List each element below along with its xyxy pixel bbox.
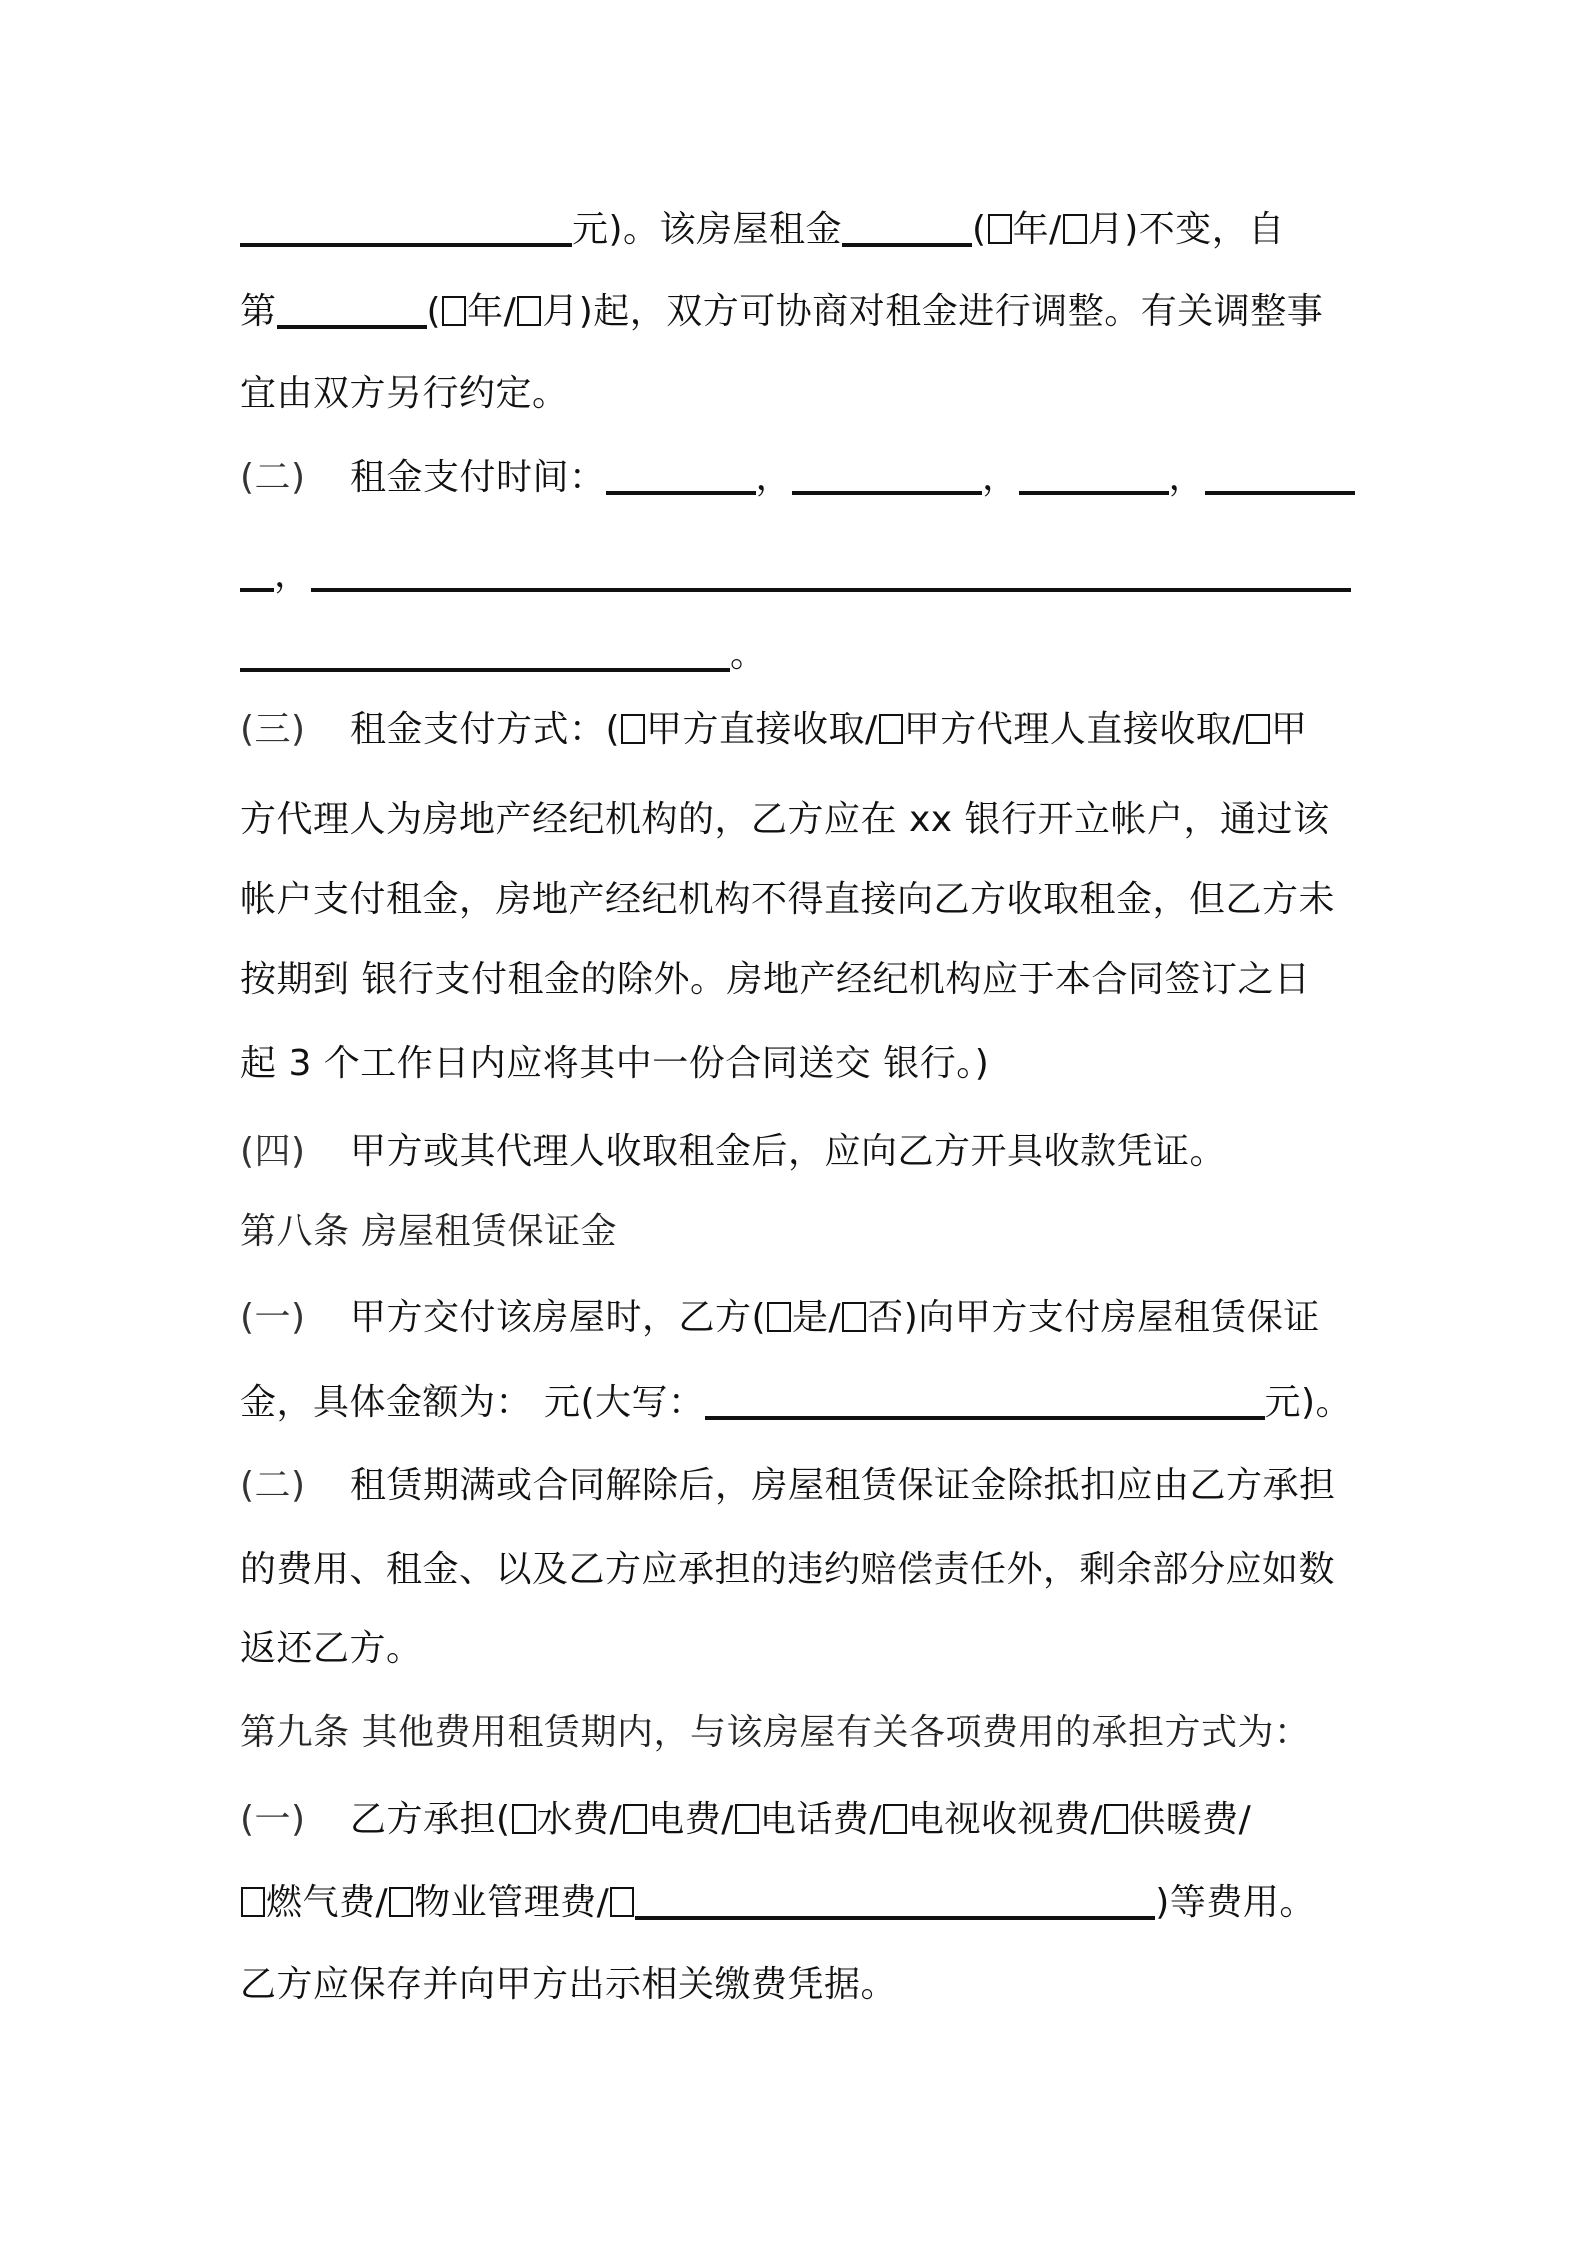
checkbox[interactable] xyxy=(767,1302,791,1332)
checkbox[interactable] xyxy=(389,1887,413,1917)
checkbox[interactable] xyxy=(988,214,1012,244)
text-line: (一) 甲方交付该房屋时，乙方( 是/ 否)向甲方支付房屋租赁保证 xyxy=(240,1283,1360,1353)
checkbox[interactable] xyxy=(623,1804,647,1834)
checkbox[interactable] xyxy=(879,714,903,744)
text-line: 按期到 银行支付租金的除外。房地产经纪机构应于本合同签订之日 xyxy=(240,959,1311,1000)
text-line: 宜由双方另行约定。 xyxy=(240,373,569,414)
clause-number: (二) xyxy=(240,1465,306,1506)
blank-field[interactable] xyxy=(635,1876,1155,1920)
checkbox[interactable] xyxy=(883,1804,907,1834)
blank-field[interactable] xyxy=(240,548,274,592)
text-line: 方代理人为房地产经纪机构的，乙方应在 xx 银行开立帐户，通过该 xyxy=(240,799,1330,840)
text-line: (二) 租赁期满或合同解除后，房屋租赁保证金除抵扣应由乙方承担 xyxy=(240,1451,1360,1521)
text-line: 返还乙方。 xyxy=(240,1628,423,1669)
text-line: (一) 乙方承担( 水费/ 电费/ 电话费/ 电视收视费/ 供暖费/ xyxy=(240,1785,1360,1855)
text-line: 起 3 个工作日内应将其中一份合同送交 银行。) xyxy=(240,1043,990,1084)
checkbox[interactable] xyxy=(512,1804,536,1834)
clause-number: (二) xyxy=(240,457,306,498)
blank-field[interactable] xyxy=(277,285,427,329)
text-line: 金，具体金额为： 元(大写： 元)。 xyxy=(240,1368,1360,1438)
checkbox[interactable] xyxy=(442,296,466,326)
text-line: (二) 租金支付时间： ， ， ， xyxy=(240,443,1360,513)
checkbox[interactable] xyxy=(1063,214,1087,244)
clause-number: (一) xyxy=(240,1799,306,1840)
checkbox[interactable] xyxy=(735,1804,759,1834)
clause-number: (三) xyxy=(240,709,306,750)
blank-field[interactable] xyxy=(240,203,572,247)
blank-field[interactable] xyxy=(606,451,756,495)
blank-field[interactable] xyxy=(1205,451,1355,495)
article-heading: 第八条 房屋租赁保证金 xyxy=(240,1211,617,1252)
blank-field[interactable] xyxy=(1019,451,1169,495)
article-heading: 第九条 其他费用租赁期内，与该房屋有关各项费用的承担方式为： xyxy=(240,1712,1311,1753)
blank-field[interactable] xyxy=(705,1376,1265,1420)
text-line: 第 ( 年/ 月)起，双方可协商对租金进行调整。有关调整事 xyxy=(240,277,1360,347)
checkbox[interactable] xyxy=(621,714,645,744)
checkbox[interactable] xyxy=(1246,714,1270,744)
blank-field[interactable] xyxy=(842,203,972,247)
text-line: 燃气费/ 物业管理费/ )等费用。 xyxy=(240,1868,1360,1938)
text-line: ， xyxy=(240,540,1360,610)
text-line: 帐户支付租金，房地产经纪机构不得直接向乙方收取租金，但乙方未 xyxy=(240,879,1336,920)
clause-number: (一) xyxy=(240,1297,306,1338)
checkbox[interactable] xyxy=(517,296,541,326)
text-line: 。 xyxy=(240,620,1360,690)
clause-number: (四) xyxy=(240,1131,306,1172)
blank-field[interactable] xyxy=(240,628,730,672)
text-line: (四) 甲方或其代理人收取租金后，应向乙方开具收款凭证。 xyxy=(240,1117,1360,1187)
checkbox[interactable] xyxy=(610,1887,634,1917)
text-line: 乙方应保存并向甲方出示相关缴费凭据。 xyxy=(240,1964,898,2005)
text-line: 元)。该房屋租金 ( 年/ 月)不变，自 xyxy=(240,195,1360,265)
checkbox[interactable] xyxy=(1104,1804,1128,1834)
checkbox[interactable] xyxy=(241,1887,265,1917)
checkbox[interactable] xyxy=(842,1302,866,1332)
blank-field[interactable] xyxy=(311,548,1351,592)
blank-field[interactable] xyxy=(792,451,982,495)
text-line: (三) 租金支付方式：( 甲方直接收取/ 甲方代理人直接收取/ 甲 xyxy=(240,695,1360,765)
text-line: 的费用、租金、以及乙方应承担的违约赔偿责任外，剩余部分应如数 xyxy=(240,1549,1336,1590)
